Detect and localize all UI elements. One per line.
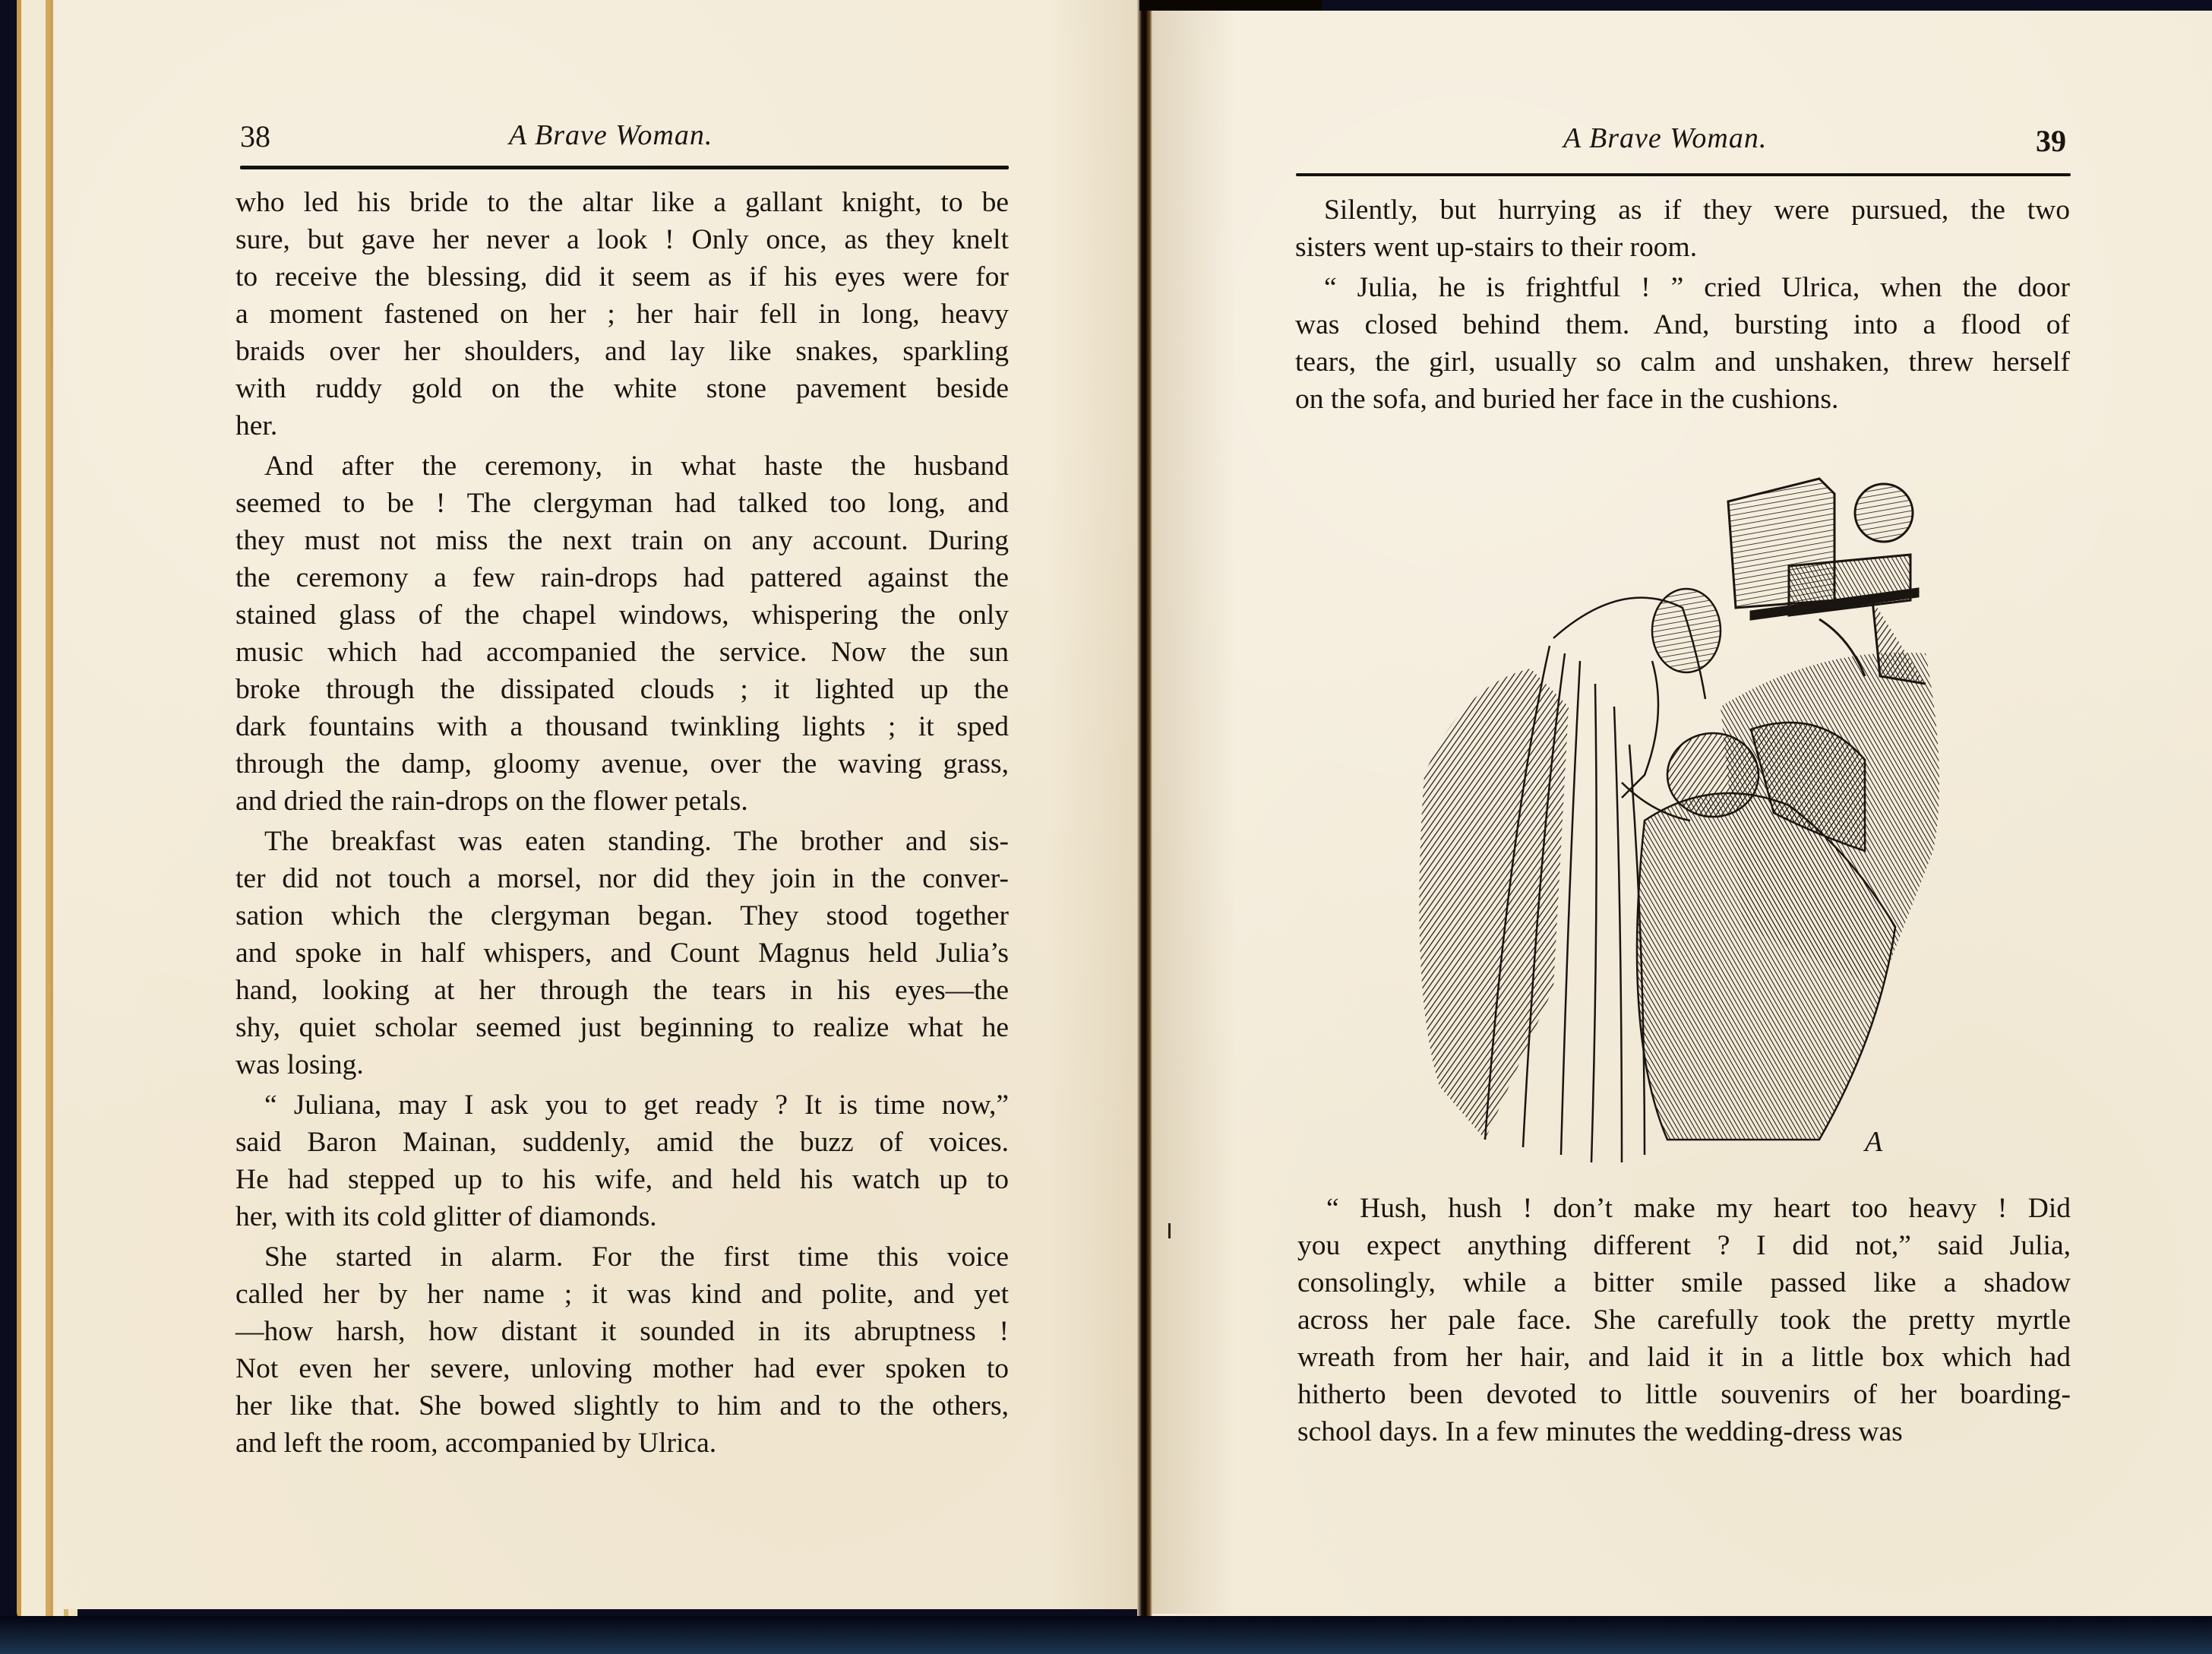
text-line: and spoke in half whispers, and Count Magnus held Julia’s bbox=[235, 938, 1009, 969]
text-line: hitherto been devoted to little souvenirs of her boarding- bbox=[1297, 1379, 2071, 1410]
text-line: who led his bride to the altar like a gallant knight, to be bbox=[235, 187, 1009, 218]
text-line: “ Hush, hush ! don’t make my heart too heavy ! Did bbox=[1326, 1193, 2071, 1224]
book-gutter bbox=[1137, 0, 1152, 1618]
text-line: He had stepped up to his wife, and held his watch up to bbox=[235, 1164, 1009, 1195]
paragraph bbox=[1295, 191, 2070, 266]
running-title-right: A Brave Woman. bbox=[1563, 122, 1768, 154]
text-line: Not even her severe, unloving mother had ever spoken to bbox=[235, 1353, 1009, 1384]
text-line: her like that. She bowed slightly to him and to the others, bbox=[235, 1390, 1009, 1422]
gutter-shadow-right bbox=[1152, 11, 1236, 1614]
text-line: music which had accompanied the service. Now the sun bbox=[235, 637, 1009, 668]
text-line: said Baron Mainan, suddenly, amid the buzz of voices. bbox=[235, 1127, 1009, 1158]
artist-monogram: A bbox=[1865, 1126, 1883, 1158]
text-line: She started in alarm. For the first time this voice bbox=[264, 1241, 1009, 1273]
paragraph bbox=[235, 823, 1009, 1083]
text-line: called her by her name ; it was kind and polite, and yet bbox=[235, 1279, 1009, 1310]
left-page-text bbox=[235, 184, 1009, 1465]
text-line: And after the ceremony, in what haste the husband bbox=[264, 451, 1009, 482]
text-line: was losing. bbox=[235, 1049, 364, 1080]
text-line: The breakfast was eaten standing. The brother and sis- bbox=[264, 826, 1009, 857]
background-shadow bbox=[1419, 669, 1569, 1140]
text-line: wreath from her hair, and laid it in a little box which had bbox=[1297, 1342, 2071, 1373]
page-number-left: 38 bbox=[240, 119, 270, 153]
running-title-left: A Brave Woman. bbox=[509, 119, 713, 151]
text-line: consolingly, while a bitter smile passed like a shadow bbox=[1297, 1267, 2071, 1298]
paragraph bbox=[1297, 1190, 2071, 1450]
text-line: to receive the blessing, did it seem as if his eyes were for bbox=[235, 261, 1009, 293]
text-line: through the damp, gloomy avenue, over the waving grass, bbox=[235, 748, 1009, 780]
text-line: sure, but gave her never a look ! Only once, as they knelt bbox=[235, 224, 1009, 255]
text-line: her, with its cold glitter of diamonds. bbox=[235, 1201, 657, 1232]
text-line: they must not miss the next train on any account. During bbox=[235, 525, 1009, 556]
text-line: a moment fastened on her ; her hair fell in long, heavy bbox=[235, 299, 1009, 330]
text-line: school days. In a few minutes the wedding-dress was bbox=[1297, 1416, 1903, 1447]
gutter-top-edge bbox=[1139, 0, 1322, 11]
text-line: broke through the dissipated clouds ; it lighted up the bbox=[235, 674, 1009, 705]
header-rule-right bbox=[1296, 173, 2071, 176]
book-cover-bottom bbox=[0, 1616, 2212, 1654]
text-line: hand, looking at her through the tears in his eyes—the bbox=[235, 975, 1009, 1006]
text-line: was closed behind them. And, bursting into a flood of bbox=[1295, 309, 2070, 340]
text-line: dark fountains with a thousand twinkling lights ; it sped bbox=[235, 711, 1009, 742]
text-line: shy, quiet scholar seemed just beginning to realize what he bbox=[235, 1012, 1009, 1043]
paragraph bbox=[235, 184, 1009, 444]
text-line: her. bbox=[235, 410, 278, 441]
margin-mark bbox=[1168, 1223, 1171, 1238]
text-line: braids over her shoulders, and lay like snakes, sparkling bbox=[235, 336, 1009, 367]
text-line: sisters went up-stairs to their room. bbox=[1295, 232, 1698, 263]
text-line: stained glass of the chapel windows, whispering the only bbox=[235, 599, 1009, 631]
paragraph bbox=[235, 1086, 1009, 1235]
right-page-text-bottom bbox=[1297, 1190, 2071, 1453]
text-line: seemed to be ! The clergyman had talked too long, and bbox=[235, 488, 1009, 519]
gutter-shadow-left bbox=[1048, 0, 1139, 1609]
text-line: across her pale face. She carefully took the pretty myrtle bbox=[1297, 1305, 2071, 1336]
paragraph bbox=[1295, 269, 2070, 418]
text-line: “ Julia, he is frightful ! ” cried Ulrica, when the door bbox=[1324, 272, 2070, 303]
text-line: on the sofa, and buried her face in the cushions. bbox=[1295, 384, 1839, 415]
page-number-right: 39 bbox=[2036, 124, 2066, 158]
text-line: sation which the clergyman began. They stood together bbox=[235, 900, 1009, 931]
text-line: ter did not touch a morsel, nor did they join in the conver- bbox=[235, 863, 1009, 894]
text-line: the ceremony a few rain-drops had pattered against the bbox=[235, 562, 1009, 593]
text-line: and dried the rain-drops on the flower petals. bbox=[235, 786, 748, 817]
text-line: you expect anything different ? I did not,” said Julia, bbox=[1297, 1230, 2071, 1261]
paragraph bbox=[235, 447, 1009, 820]
text-line: —how harsh, how distant it sounded in its abruptness ! bbox=[235, 1316, 1009, 1347]
text-line: tears, the girl, usually so calm and unshaken, threw herself bbox=[1295, 346, 2070, 378]
header-rule-left bbox=[240, 166, 1009, 169]
text-line: Silently, but hurrying as if they were pursued, the two bbox=[1324, 194, 2070, 226]
text-line: with ruddy gold on the white stone pavement beside bbox=[235, 373, 1009, 404]
weeping-sister-figure bbox=[1637, 723, 1895, 1140]
paragraph bbox=[235, 1238, 1009, 1462]
right-page-text-top bbox=[1295, 191, 2070, 421]
text-line: “ Juliana, may I ask you to get ready ? It is time now,” bbox=[264, 1089, 1009, 1121]
text-line: and left the room, accompanied by Ulrica. bbox=[235, 1428, 717, 1459]
engraving-illustration bbox=[1394, 456, 1956, 1170]
